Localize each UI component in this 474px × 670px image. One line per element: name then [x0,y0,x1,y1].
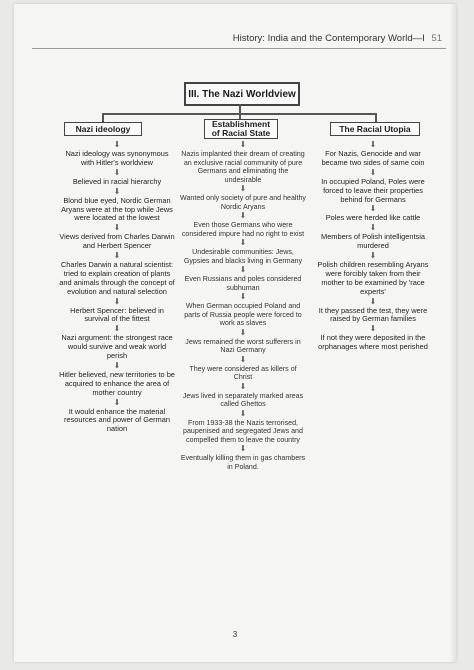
down-arrow-icon: ⬇ [113,167,121,177]
flow-step: It would enhance the material resources and power of German nation [64,406,170,434]
flow-step: Blond blue eyed, Nordic German Aryans were at the top while Jews were located at the lowest [61,195,173,223]
down-arrow-icon: ⬇ [369,167,377,177]
down-arrow-icon: ⬇ [239,265,247,274]
column-heading-racial-utopia: The Racial Utopia [330,122,420,136]
flow-step: Poles were herded like cattle [325,213,421,223]
flow-step: Even Russians and poles considered subhuman [184,275,302,292]
down-arrow-icon: ⬇ [369,251,377,260]
flow-step: Charles Darwin a natural scientist: tried to explain creation of plants and animals through the concept of evolution and natural selection [59,260,175,296]
down-arrow-icon: ⬇ [113,186,121,196]
flow-step: When German occupied Poland and parts of Russia people were forced to work as slaves [184,302,302,327]
down-arrow-icon: ⬇ [239,327,247,337]
down-arrow-icon: ⬇ [239,211,247,220]
flow-step: Even those Germans who were considered impure had no right to exist [181,221,305,238]
down-arrow-icon: ⬇ [369,140,377,149]
down-arrow-icon: ⬇ [239,238,247,247]
down-arrow-icon: ⬇ [239,140,247,149]
running-header [233,33,442,44]
flow-step: If not they were deposited in the orphanages where most perished [318,333,428,352]
flow-step: From 1933-38 the Nazis terrorised, paupenised and segregated Jews and compelled them to leave the country [183,418,303,444]
flow-step: Views derived from Charles Darwin and Herbert Spencer [59,232,175,251]
flow-step: Eventually killing them in gas chambers in Poland. [180,454,306,471]
down-arrow-icon: ⬇ [239,292,247,301]
flow-step: Jews lived in separately marked areas called Ghettos [182,391,304,408]
column-racial-utopia [314,140,432,352]
down-arrow-icon: ⬇ [239,354,247,364]
header-page-mark: 51 [431,33,442,44]
flow-step: Undesirable communities: Jews, Gypsies and blacks living in Germany [183,248,303,265]
flow-step: Wanted only society of pure and healthy Nordic Aryans [180,194,306,211]
down-arrow-icon: ⬇ [113,223,121,233]
flow-step: Hitler believed, new territories to be acquired to enhance the area of mother country [59,369,175,397]
down-arrow-icon: ⬇ [113,296,121,306]
flow-step: In occupied Poland, Poles were forced to leave their properties behind for Germans [321,176,425,204]
down-arrow-icon: ⬇ [369,223,377,233]
running-title: History: India and the Contemporary World—I [232,33,425,44]
branch-left [102,113,104,122]
flow-step: Members of Polish intelligentsia murdered [321,232,425,251]
down-arrow-icon: ⬇ [239,381,247,391]
column-heading-nazi-ideology: Nazi ideology [64,122,142,136]
down-arrow-icon: ⬇ [369,204,377,214]
document-page [14,4,456,662]
diagram-title: III. The Nazi Worldview [184,82,300,106]
flow-step: It they passed the test, they were raised by German families [318,305,428,324]
down-arrow-icon: ⬇ [239,408,247,418]
down-arrow-icon: ⬇ [113,324,121,334]
column-racial-state [180,140,306,471]
down-arrow-icon: ⬇ [113,140,121,149]
column-nazi-ideology [58,140,176,434]
down-arrow-icon: ⬇ [113,360,121,370]
down-arrow-icon: ⬇ [239,184,247,193]
flow-step: Herbert Spencer: believed in survival of the fittest [70,305,164,324]
flow-step: Nazi ideology was synonymous with Hitler's worldview [65,149,169,167]
flow-step: Jews remained the worst sufferers in Nazi Germany [185,337,301,354]
flow-step: Nazi argument: the strongest race would survive and weak world perish [61,333,173,360]
down-arrow-icon: ⬇ [369,296,377,306]
down-arrow-icon: ⬇ [113,397,121,407]
flow-step: Polish children resembling Aryans were forcibly taken from their mother to be examined by 'race experts' [317,260,429,296]
header-rule [32,48,446,49]
page-number: 3 [232,630,238,639]
flow-step: For Nazis, Genocide and war became two sides of same coin [321,149,425,167]
flow-step: Nazis implanted their dream of creating an exclusive racial community of pure Germans and eliminating the undesirable [181,150,305,184]
down-arrow-icon: ⬇ [239,444,247,453]
flow-step: They were considered as killers of Christ [189,364,297,381]
down-arrow-icon: ⬇ [369,324,377,334]
branch-right [375,113,377,122]
flow-step: Believed in racial hierarchy [72,176,162,186]
scan-shadow [450,4,456,662]
down-arrow-icon: ⬇ [113,251,121,260]
column-heading-racial-state: Establishment of Racial State [204,119,278,139]
